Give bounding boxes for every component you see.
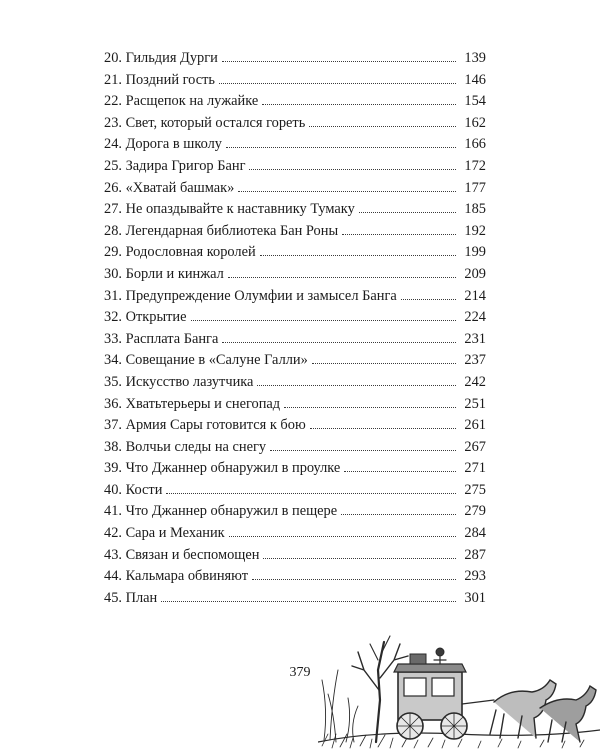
toc-entry (104, 199, 486, 221)
toc-entry-title: 36. Хватьтерьеры и снегопад (104, 395, 281, 412)
toc-dot-leader (260, 255, 457, 256)
toc-dot-leader (359, 212, 457, 213)
toc-entry-page: 251 (464, 395, 486, 412)
toc-entry-title: 31. Предупреждение Олумфии и замысел Банга (104, 287, 397, 304)
toc-entry (104, 329, 486, 351)
page-number: 379 (289, 665, 311, 680)
toc-entry (104, 70, 486, 92)
toc-entry (104, 415, 486, 437)
toc-entry-title: 35. Искусство лазутчика (104, 373, 254, 390)
toc-entry-title: 42. Сара и Механик (104, 525, 225, 542)
table-of-contents (104, 48, 486, 609)
toc-entry (104, 437, 486, 459)
toc-entry (104, 264, 486, 286)
toc-dot-leader (312, 363, 457, 364)
toc-dot-leader (344, 471, 456, 472)
toc-entry-page: 267 (464, 438, 486, 455)
toc-entry-title: 44. Кальмара обвиняют (104, 568, 249, 585)
toc-entry (104, 178, 486, 200)
toc-dot-leader (226, 147, 456, 148)
toc-entry (104, 221, 486, 243)
toc-entry (104, 458, 486, 480)
toc-dot-leader (257, 385, 456, 386)
toc-dot-leader (238, 191, 456, 192)
toc-dot-leader (262, 104, 456, 105)
toc-entry-page: 185 (464, 201, 486, 218)
toc-entry-page: 301 (464, 589, 486, 606)
toc-entry-page: 242 (464, 373, 486, 390)
toc-entry-page: 287 (464, 546, 486, 563)
toc-entry-page: 209 (464, 265, 486, 282)
toc-dot-leader (219, 83, 456, 84)
toc-dot-leader (284, 407, 456, 408)
toc-entry (104, 113, 486, 135)
toc-entry-page: 271 (464, 460, 486, 477)
toc-entry-page: 177 (464, 179, 486, 196)
toc-entry-page: 154 (464, 93, 486, 110)
toc-entry-title: 26. «Хватай башмак» (104, 179, 235, 196)
toc-entry-title: 34. Совещание в «Салуне Галли» (104, 352, 308, 369)
carriage-illustration-icon (318, 630, 600, 750)
toc-dot-leader (161, 601, 456, 602)
toc-entry-title: 20. Гильдия Дурги (104, 50, 218, 66)
toc-dot-leader (309, 126, 456, 127)
toc-entry-page: 192 (464, 222, 486, 239)
toc-entry-page: 284 (464, 525, 486, 542)
toc-entry (104, 286, 486, 308)
toc-entry-page: 237 (464, 352, 486, 369)
toc-entry-page: 146 (464, 71, 486, 88)
toc-dot-leader (222, 342, 456, 343)
toc-entry (104, 350, 486, 372)
toc-entry-title: 22. Расщепок на лужайке (104, 93, 259, 110)
toc-entry (104, 501, 486, 523)
toc-dot-leader (191, 320, 457, 321)
toc-entry-title: 37. Армия Сары готовится к бою (104, 417, 306, 434)
toc-entry-title: 23. Свет, который остался гореть (104, 114, 306, 131)
toc-entry (104, 48, 486, 70)
toc-dot-leader (166, 493, 456, 494)
toc-entry-page: 279 (464, 503, 486, 520)
toc-entry-page: 199 (464, 244, 486, 261)
toc-entry (104, 523, 486, 545)
toc-entry-title: 24. Дорога в школу (104, 136, 222, 153)
toc-entry (104, 588, 486, 610)
toc-entry-page: 261 (464, 417, 486, 434)
toc-entry-title: 29. Родословная королей (104, 244, 256, 261)
toc-entry-title: 25. Задира Григор Банг (104, 157, 246, 174)
toc-entry-page: 139 (464, 50, 486, 66)
toc-entry-title: 40. Кости (104, 481, 163, 498)
toc-dot-leader (401, 299, 457, 300)
toc-entry-title: 28. Легендарная библиотека Бан Роны (104, 222, 339, 239)
toc-entry-title: 41. Что Джаннер обнаружил в пещере (104, 503, 338, 520)
toc-entry (104, 566, 486, 588)
toc-entry-title: 27. Не опаздывайте к наставнику Тумаку (104, 201, 355, 218)
toc-dot-leader (222, 61, 457, 62)
toc-entry-title: 33. Расплата Банга (104, 330, 219, 347)
toc-entry (104, 394, 486, 416)
toc-entry-page: 214 (464, 287, 486, 304)
toc-entry-page: 275 (464, 481, 486, 498)
toc-entry-page: 172 (464, 157, 486, 174)
toc-dot-leader (249, 169, 456, 170)
toc-entry-page: 162 (464, 114, 486, 131)
toc-entry (104, 372, 486, 394)
toc-dot-leader (270, 450, 456, 451)
toc-dot-leader (252, 579, 456, 580)
toc-entry (104, 134, 486, 156)
toc-entry (104, 480, 486, 502)
toc-entry (104, 156, 486, 178)
toc-entry-title: 38. Волчьи следы на снегу (104, 438, 267, 455)
toc-dot-leader (341, 514, 456, 515)
toc-entry-title: 30. Борли и кинжал (104, 265, 224, 282)
toc-entry-page: 166 (464, 136, 486, 153)
toc-entry-page: 231 (464, 330, 486, 347)
toc-entry (104, 545, 486, 567)
toc-entry-title: 32. Открытие (104, 309, 187, 326)
toc-entry (104, 307, 486, 329)
toc-dot-leader (228, 277, 457, 278)
toc-entry-page: 293 (464, 568, 486, 585)
toc-dot-leader (263, 558, 456, 559)
toc-dot-leader (229, 536, 457, 537)
toc-entry (104, 242, 486, 264)
toc-entry-title: 39. Что Джаннер обнаружил в проулке (104, 460, 341, 477)
toc-entry-page: 224 (464, 309, 486, 326)
toc-entry (104, 91, 486, 113)
toc-dot-leader (342, 234, 456, 235)
toc-entry-title: 21. Поздний гость (104, 71, 215, 88)
toc-entry-title: 45. План (104, 589, 158, 606)
toc-dot-leader (310, 428, 457, 429)
toc-entry-title: 43. Связан и беспомощен (104, 546, 260, 563)
